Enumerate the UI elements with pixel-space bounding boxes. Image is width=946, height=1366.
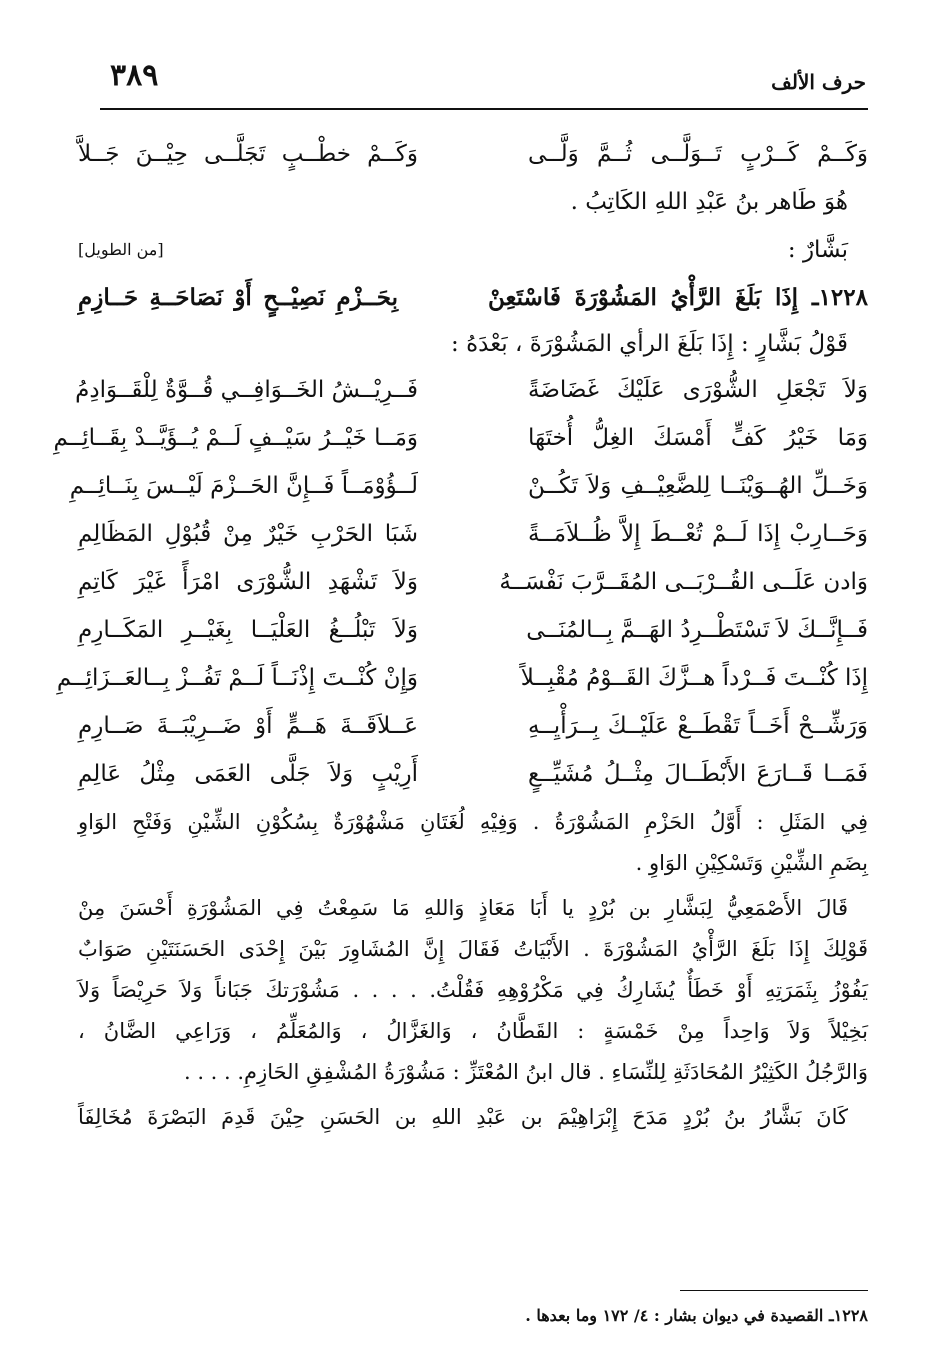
verse-row — [78, 702, 868, 750]
main-verse — [78, 274, 868, 322]
lead-text: قَوْلُ بَشَّارٍ : إِذَا بَلَغَ الرأي المَشُوْرَةَ ، بَعْدَهُ : — [451, 331, 848, 357]
meter-label: [من الطويل] — [78, 240, 164, 259]
verse-hemistich-first: إِذَا كُنْــتَ فَــرْداً هــزَّكَ القَــوْمُ مُقْبِــلاً — [520, 665, 868, 691]
verse-row — [53, 414, 868, 462]
verse-hemistich-first: وَخَــلِّ الهُــوَيْنَــا لِلضَّعِيْــفِ وَلاَ تَكُــنْ — [528, 473, 868, 499]
verse-hemistich-first: وَرَشِّــحْ أَخَــاً تَقْطَــعْ عَلَيْــكَ بِــرَأْيِــهِ — [528, 713, 868, 739]
paragraph-line: بِضَمِ الشِّيْنِ وَتَسْكِيْنِ الوَاوِ . — [635, 851, 868, 875]
poet-line — [78, 226, 868, 274]
footnote-rule — [680, 1290, 868, 1291]
verse-hemistich-second: وَلاَ تَشْهَدِ الشُّوْرَى امْرَأً غَيْرَ كَاتِمِ — [78, 569, 418, 595]
verse-hemistich-first: وَادن عَلَــى القُــرْبَــى المُقَــرَّبَ نَفْسَــهُ — [499, 569, 868, 595]
poem-verses — [53, 366, 868, 798]
verse-row — [75, 366, 868, 414]
paragraph-line: يَفُوْزُ بِثَمَرَتِهِ أَوْ خَطَأٌ يُشَارِكُ فِي مَكْرُوْهِهِ فَقُلْتُ. . . . . مَشُوْرَتكَ جَبَاناً وَلاَ حَرِيْصَاً وَلاَ — [78, 978, 868, 1002]
paragraph-line: بَخِيْلاً وَلاَ وَاحِداً مِنْ خَمْسَةٍ : القَطَّانُ ، وَالغَزَّالُ ، وَالمُعَلِّمُ ، وَرَاعِي الضَّانُ ، — [78, 1019, 868, 1043]
verse-hemistich-second: أَرِيْبٍ وَلاَ جَلَّى العَمَى مِثْلُ عَالِمِ — [78, 761, 418, 787]
paragraph-line: وَالرَّجُلُ الكَثِيْرُ المُحَادَثَةِ لِلنِّسَاءِ . قال ابنُ المُعْتَزِّ : مَشُوْرَةُ المُشْفِقِ الحَازِمِ. . . . . — [183, 1060, 868, 1084]
verse-hemistich-second: لَــؤُوْمَــاً فَــإِنَّ الحَــزْمَ لَيْــسَ بِنَــائِــمِ — [69, 473, 418, 499]
verse-hemistich-first: وَكَــمْ كَــرْبٍ تَــوَلَّــى ثُــمَّ وَلَّــى — [528, 141, 868, 167]
verse-hemistich-first: ١٢٢٨ـ إِذَا بَلَغَ الرَّأْيُ المَشُوْرَةَ فَاسْتَعِنْ — [488, 284, 868, 311]
attribution-line — [78, 178, 868, 226]
lead-line — [78, 322, 868, 366]
verse-hemistich-second: بِحَــزْمِ نَصِيْــحٍ أَوْ نَصَاحَــةِ حَــازِمِ — [78, 284, 398, 311]
proverb-paragraph — [78, 802, 868, 884]
page-body — [53, 120, 868, 1138]
intro-couplet — [78, 130, 868, 178]
header-rule — [100, 108, 868, 110]
paragraph-line: قَالَ الأَصْمَعِيُّ لِبَشَّارِ بن بُرْدٍ يا أَبَا مَعَاذٍ وَاللهِ مَا سَمِعْتُ فِي المَشُوْرَةِ أَحْسَنَ مِنْ — [78, 896, 848, 920]
verse-hemistich-first: وَلاَ تَجْعَلِ الشُّوْرَى عَلَيْكَ غَضَاضَةً — [528, 377, 868, 403]
verse-row — [56, 654, 868, 702]
verse-hemistich-second: شَبَا الحَرْبِ خَيْرٌ مِنْ قُبُوْلِ المَظَالِمِ — [78, 521, 418, 547]
paragraph-line: كَانَ بَشَّارُ بنُ بُرْدٍ مَدَحَ إِبْرَاهِيْمَ بن عَبْدِ اللهِ بن الحَسَنِ حِيْنَ قَدِمَ البَصْرَةَ مُخَالِفَاً — [78, 1105, 848, 1129]
verse-hemistich-second: وَمَــا خَيْــرُ سَيْــفٍ لَــمْ يُــؤَيَّــدْ بِقَــائِــمِ — [53, 425, 418, 451]
verse-hemistich-first: وَمَا خَيْرُ كَفٍّ أَمْسَكَ الغِلُّ أُختَهَا — [528, 425, 868, 451]
page-header — [100, 58, 866, 106]
verse-row — [78, 750, 868, 798]
paragraph-line: فِي المَثَلِ : أَوَّلُ الحَزْمِ المَشُوْرَةُ . وَفِيْهِ لُغَتَانِ مَشْهُوْرَةٌ بِسُكُوْنِ الشِّيْنِ وَفَتْحِ الوَاوِ — [78, 810, 868, 834]
verse-hemistich-first: فَمَــا قَــارَعَ الأَبْطَــالَ مِثْــلُ مُشَيِّــعٍ — [528, 761, 868, 787]
footnote: ١٢٢٨ـ القصيدة في ديوان بشار : ٤/ ١٧٢ وما بعدها . — [525, 1306, 868, 1325]
paragraph-line: قَوْلِكَ إِذَا بَلَغَ الرَّأْيُ المَشُوْرَةَ . الأَبْيَاتُ فَقَالَ إِنَّ المُشَاوِرَ بَيْنَ إِحْدَى الحَسَنَتَيْنِ صَوَابٌ — [78, 937, 868, 961]
verse-row — [78, 510, 868, 558]
verse-row — [78, 606, 868, 654]
verse-hemistich-second: وَإِنْ كُنْــتَ إِذْنَــاً لَــمْ تَفُــزْ بِــالعَــزَائِــمِ — [56, 665, 418, 691]
poet-name: بَشَّارٌ : — [787, 237, 848, 263]
attribution-text: هُوَ طَاهر بنُ عَبْدِ اللهِ الكَاتِبُ . — [570, 189, 848, 215]
verse-hemistich-first: وَحَــارِبْ إِذَا لَــمْ تُعْــطَ إِلاَّ ظُــلاَمَــةً — [528, 521, 868, 547]
verse-row — [69, 462, 868, 510]
closing-paragraph — [78, 1097, 868, 1138]
section-title: حرف الألف — [771, 70, 866, 94]
verse-hemistich-second: وَلاَ تَبْلُــغُ العَلْيَــا بِغَيْــرِ المَكَــارِمِ — [78, 617, 418, 643]
verse-hemistich-second: فَــرِيْــشُ الخَــوَافِــي قُــوَّةٌ لِلْقَــوَادِمُ — [75, 377, 418, 403]
verse-hemistich-first: فَــإِنَّــكَ لاَ تَسْتَطْــرِدُ الهَــمَّ بِــالمُنَــى — [526, 617, 868, 643]
verse-row — [78, 558, 868, 606]
page-number: ٣٨٩ — [110, 58, 159, 93]
story-paragraph — [78, 888, 868, 1093]
verse-hemistich-second: وَكَــمْ خطْــبٍ تَجَلَّــى حِيْــنَ جَــلاَّ — [78, 141, 418, 167]
verse-hemistich-second: عَــلاَقَــةَ هَــمٍّ أَوْ ضَــرِيْبَــةَ صَــارِمِ — [78, 713, 418, 739]
